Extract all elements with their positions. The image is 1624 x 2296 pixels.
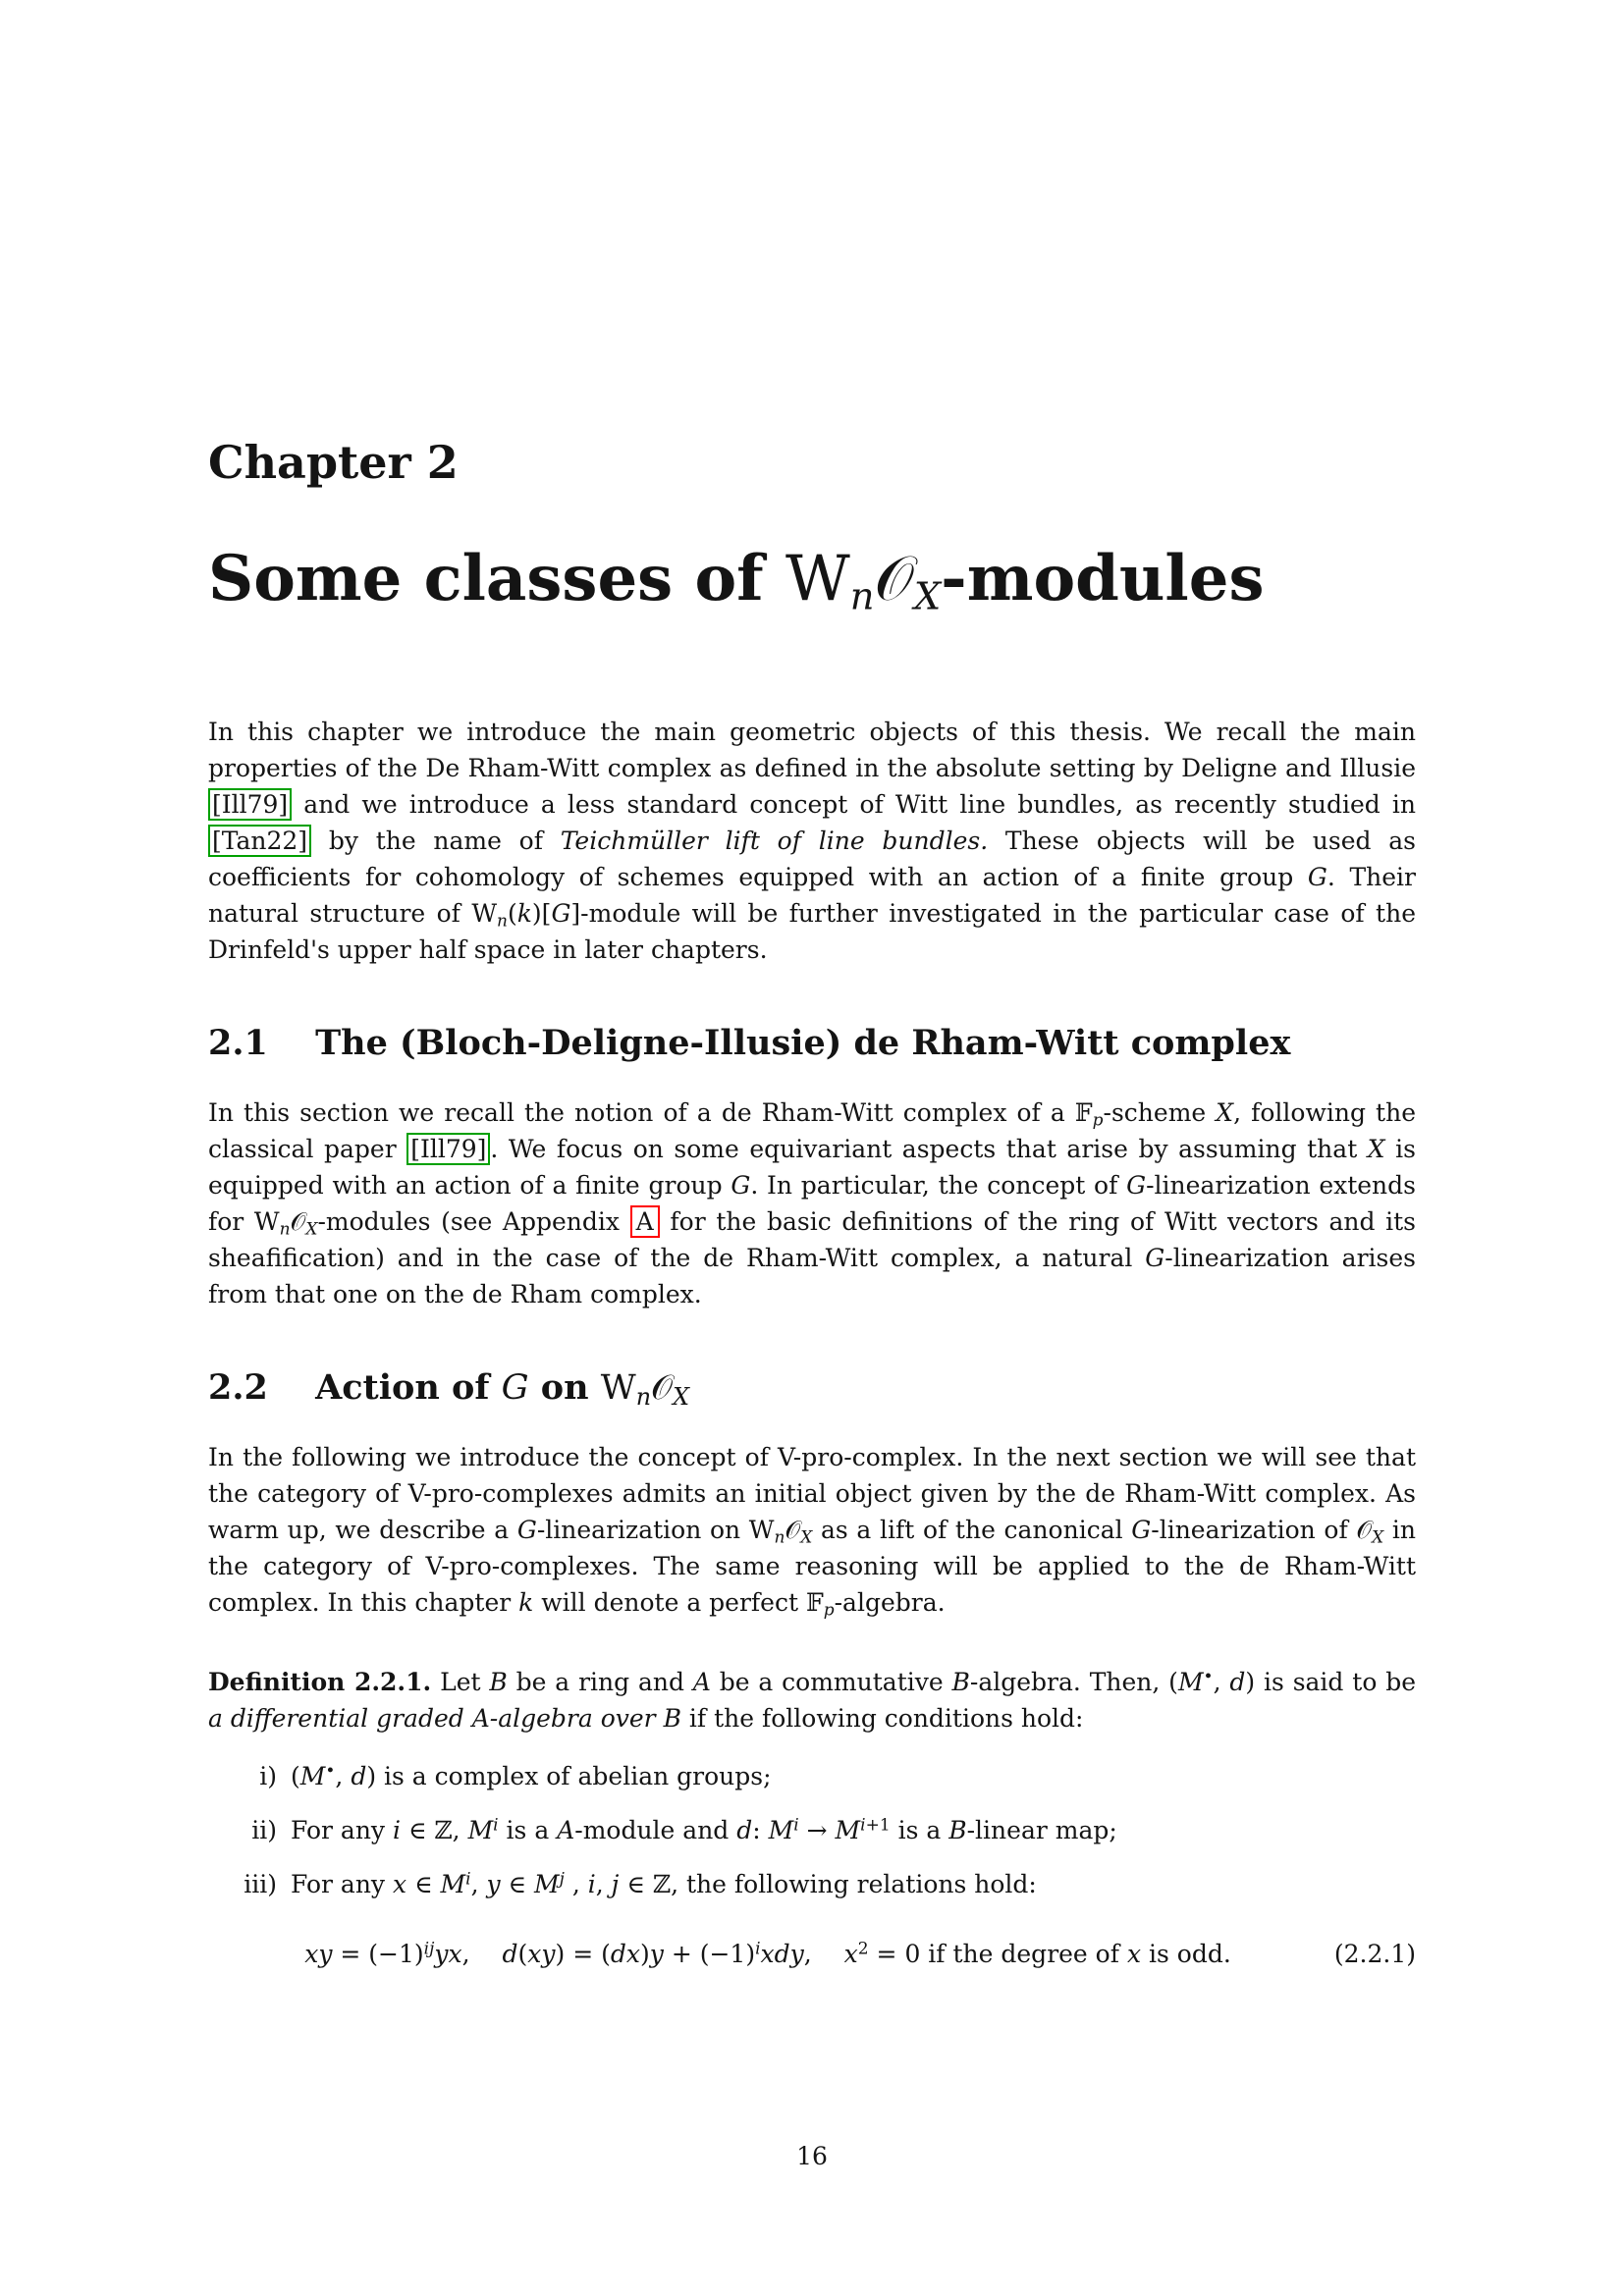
section-2-2-paragraph: In the following we introduce the concept of V-pro-complex. In the next section we will see that the category of V-pro-complexes admits an initial object given by the de Rham-Witt complex. As warm up, we describe a G-linearization on $W_n𝒪_X$ as a lift of the canonical G-linearization of 𝒪$_X$ in the category of V-pro-complexes. The same reasoning will be applied to the de Rham-Witt complex. In this chapter k will denote a perfect 𝔽$_p$-algebra.: [208, 1443, 1417, 1621]
definition-items: [208, 1758, 1416, 1902]
list-item: [208, 1758, 1416, 1794]
list-item-label: ii): [251, 1816, 277, 1844]
section-2-1-heading: [208, 1023, 1416, 1063]
equation-number: (2.2.1): [1333, 1940, 1416, 1968]
equation: [208, 1936, 1416, 1972]
section-2-2-number: 2.2: [208, 1367, 268, 1408]
list-item-body: (M•, d) is a complex of abelian groups;: [291, 1761, 772, 1790]
definition-paragraph: [208, 1664, 1416, 1736]
section-2-1-title: The (Bloch-Deligne-Illusie) de Rham-Witt complex: [315, 1023, 1291, 1063]
chapter-title: Some classes of $W_n𝒪_X$-modules: [208, 542, 1265, 619]
section-2-1-number: 2.1: [208, 1023, 268, 1063]
list-item-body: For any i ∈ ℤ, $M^i$ is a A-module and d: $M^i \to M^{i+1}$ is a B-linear map;: [291, 1815, 1117, 1844]
ref-appendix-a[interactable]: A: [630, 1205, 660, 1238]
equation-body: xy = $(-1)^{ij}yx$, $d(xy) = (dx)y + (-1)^ixdy$, $x^2 = 0$ if the degree of x is odd.: [304, 1939, 1231, 1968]
list-item: [208, 1812, 1416, 1848]
page-number: 16: [796, 2142, 828, 2170]
definition-body: Let B be a ring and A be a commutative B-algebra. Then, (M•, d) is said to be a differential graded A-algebra over B if the following conditions hold:: [208, 1667, 1417, 1733]
chapter-label: Chapter 2: [208, 436, 459, 489]
intro-paragraph: In this chapter we introduce the main geometric objects of this thesis. We recall the main properties of the De Rham-Witt complex as defined in the absolute setting by Deligne and Illusie [Ill79] and we introduce a less standard concept of Witt line bundles, as recently studied in [Tan22] by the name of Teichmüller lift of line bundles. These objects will be used as coefficients for cohomology of schemes equipped with an action of a finite group G. Their natural structure of $W_n(k)[G]$-module will be further investigated in the particular case of the Drinfeld's upper half space in later chapters.: [208, 718, 1417, 964]
section-2-2-title: Action of G on $W_n𝒪_X$: [315, 1367, 690, 1411]
section-2-1-paragraph: In this section we recall the notion of a de Rham-Witt complex of a 𝔽$_p$-scheme X, following the classical paper [Ill79] . We focus on some equivariant aspects that arise by assuming that X is equipped with an action of a finite group G. In particular, the concept of G-linearization extends for $W_n𝒪_X$-modules (see Appendix A for the basic definitions of the ring of Witt vectors and its sheafification) and in the case of the de Rham-Witt complex, a natural G-linearization arises from that one on the de Rham complex.: [208, 1098, 1417, 1308]
list-item: [208, 1866, 1416, 1902]
list-item-body: For any x ∈ $M^i$, y ∈ $M^j$ , i, j ∈ ℤ, the following relations hold:: [291, 1869, 1037, 1898]
citation-ill79-2[interactable]: [Ill79]: [406, 1133, 490, 1165]
list-item-label: iii): [244, 1870, 277, 1898]
page-content: [208, 0, 1416, 1972]
section-2-2-heading: [208, 1367, 1416, 1411]
list-item-label: i): [259, 1762, 277, 1790]
definition-label: Definition 2.2.1.: [208, 1668, 432, 1696]
citation-tan22[interactable]: [Tan22]: [208, 825, 311, 857]
citation-ill79[interactable]: [Ill79]: [208, 788, 292, 821]
math-wn-ox: $W_n𝒪_X$: [785, 543, 942, 619]
